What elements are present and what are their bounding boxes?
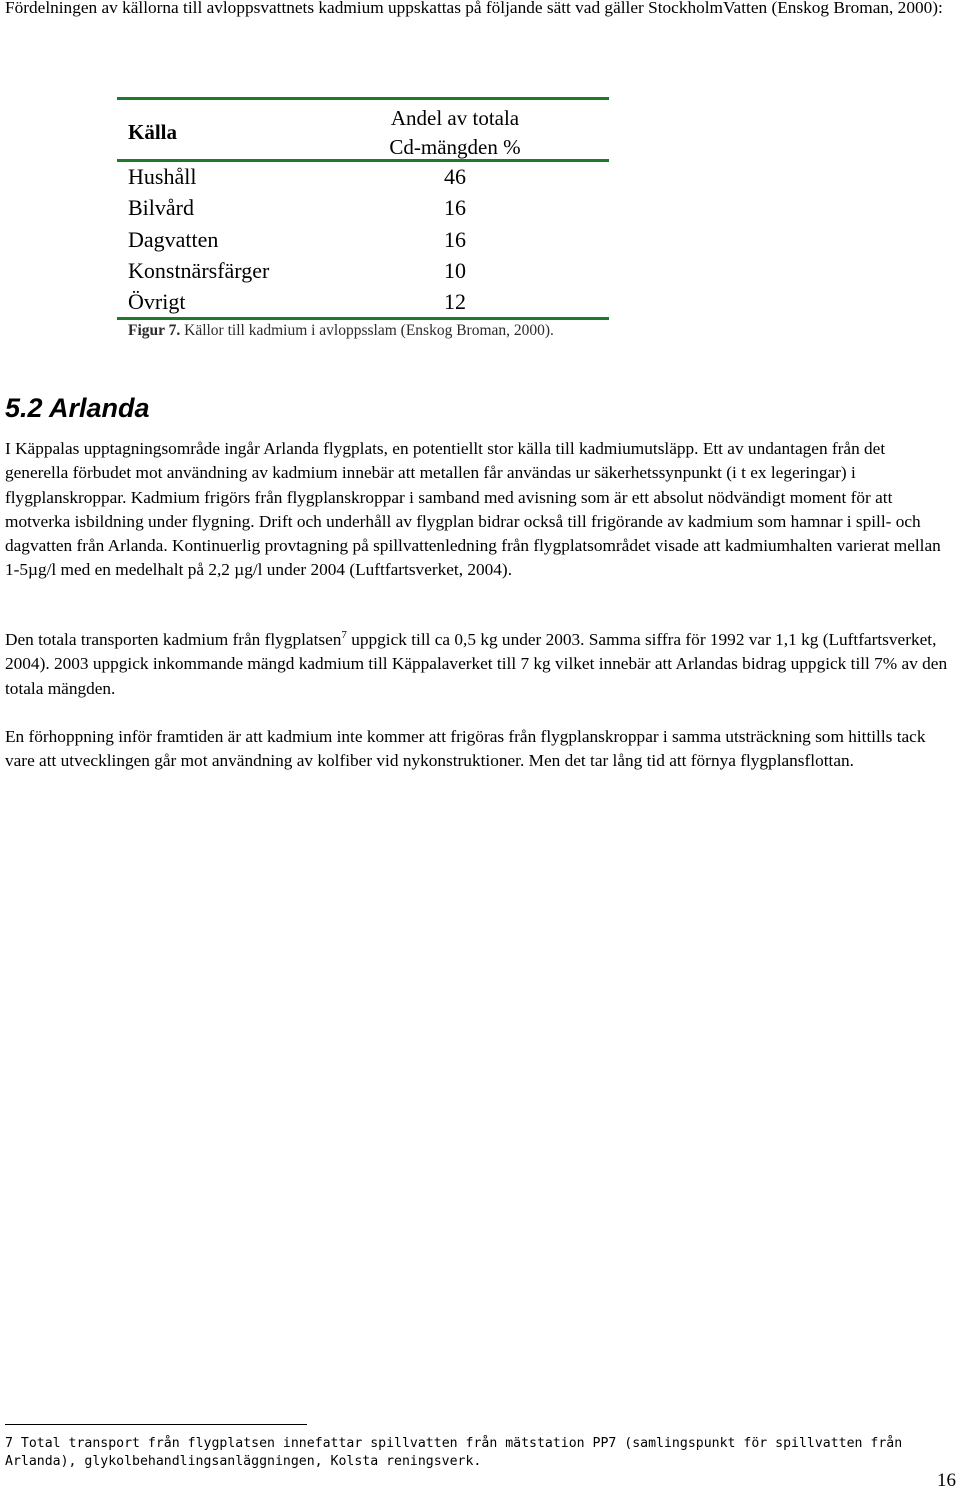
- footnote-separator: [5, 1424, 307, 1425]
- row-value: 12: [444, 289, 466, 315]
- page-number: 16: [937, 1470, 956, 1491]
- header-share-line1: Andel av totala: [390, 106, 520, 130]
- paragraph-2-end: uppgick till ca 0,5 kg under 2003. Samma siffra för 1992 var 1,1 kg (Luftfartsverket, 2004). 2003 uppgick inkommande mängd kadmium till Käppalaverket till 7 kg vilket innebär att Arlandas bidrag uppgick till 7% av den totala mängden.: [5, 630, 948, 698]
- row-source: Bilvård: [128, 195, 194, 221]
- table-row: [117, 287, 609, 320]
- table-row: [117, 225, 609, 256]
- section-heading: 5.2 Arlanda: [5, 393, 150, 423]
- table-body: [117, 162, 609, 320]
- row-source: Dagvatten: [128, 226, 219, 252]
- table-row: [117, 193, 609, 224]
- row-value: 46: [444, 164, 466, 189]
- cadmium-sources-table: [117, 97, 609, 320]
- header-share: [367, 104, 543, 162]
- table-row: [117, 162, 609, 193]
- row-value: 10: [444, 257, 466, 283]
- footnote-number: 7: [5, 1436, 13, 1451]
- table-row: [117, 256, 609, 287]
- figure-label: Figur 7.: [128, 322, 181, 339]
- row-source: Konstnärsfärger: [128, 257, 270, 283]
- footnote: [5, 1435, 950, 1471]
- paragraph-2-start: Den totala transporten kadmium från flygplatsen: [5, 630, 342, 649]
- row-source: Hushåll: [128, 164, 197, 189]
- footnote-reference: 7: [341, 629, 347, 641]
- body-paragraph-2: [5, 628, 950, 701]
- body-paragraph-3: En förhoppning inför framtiden är att kadmium inte kommer att frigöras från flygplanskroppar i samma utsträckning som hittills tack vare att utvecklingen går mot användning av kolfiber vid nykonstruktioner. Men det tar lång tid att förnya flygplansflottan.: [5, 727, 926, 771]
- intro-paragraph: Fördelningen av källorna till avloppsvattnets kadmium uppskattas på följande sätt vad gäller StockholmVatten (Enskog Broman, 2000):: [5, 0, 943, 17]
- table-header: [117, 100, 609, 162]
- header-source: Källa: [128, 120, 178, 144]
- figure-caption: [128, 322, 554, 340]
- footnote-text: Total transport från flygplatsen innefattar spillvatten från mätstation PP7 (samlingspunkt för spillvatten från Arlanda), glykolbehandlingsanläggningen, Kolsta reningsverk.: [5, 1436, 903, 1469]
- row-value: 16: [444, 226, 466, 252]
- header-share-line2: Cd-mängden %: [389, 135, 521, 159]
- row-source: Övrigt: [128, 289, 186, 315]
- figure-caption-text: Källor till kadmium i avloppsslam (Enskog Broman, 2000).: [180, 322, 554, 339]
- row-value: 16: [444, 195, 466, 221]
- body-paragraph-1: I Käppalas upptagningsområde ingår Arlanda flygplats, en potentiellt stor källa till kadmiumutsläpp. Ett av undantagen från det generella förbudet mot användning av kadmium innebär att metallen får användas ur säkerhetssynpunkt (i t ex legeringar) i flygplanskroppar. Kadmium frigörs från flygplanskroppar i samband med avisning som är ett absolut nödvändigt moment för att motverka isbildning under flygning. Drift och underhåll av flygplan bidrar också till frigörande av kadmium som hamnar i spill- och dagvatten från Arlanda. Kontinuerlig provtagning på spillvattenledning från flygplatsområdet visade att kadmiumhalten varierat mellan 1-5µg/l med en medelhalt på 2,2 µg/l under 2004 (Luftfartsverket, 2004).: [5, 439, 941, 580]
